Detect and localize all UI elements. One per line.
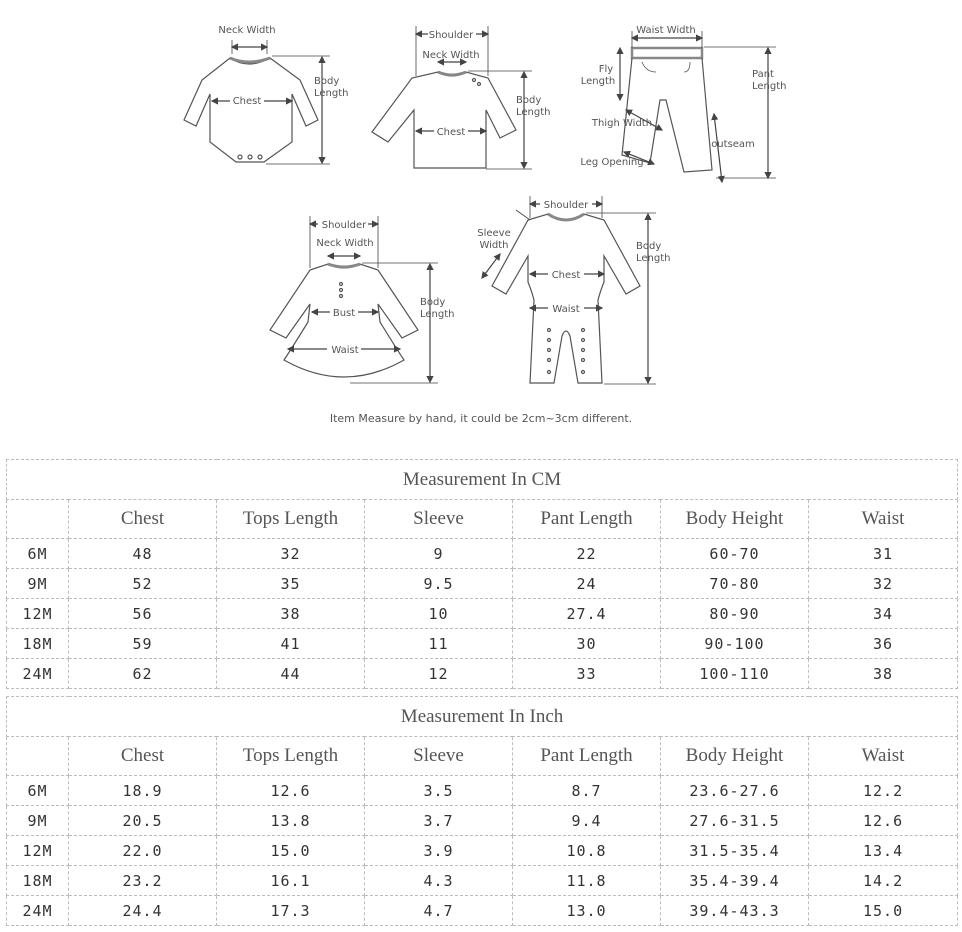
- dress-neck-width-label: Neck Width: [316, 238, 374, 249]
- table-cell: 9: [365, 539, 513, 569]
- pants-outseam-label: outseam: [711, 139, 755, 150]
- romper-sleeve-width-label-2: Width: [479, 240, 509, 251]
- table-cell: 12.6: [809, 806, 958, 836]
- table-cell: 62: [69, 659, 217, 689]
- table-cell: 3.9: [365, 836, 513, 866]
- table-cell: 10.8: [513, 836, 661, 866]
- column-header: Sleeve: [365, 500, 513, 539]
- table-cell: 48: [69, 539, 217, 569]
- table-cell: 12.6: [217, 776, 365, 806]
- romper-body-length-label-1: Body: [636, 241, 662, 252]
- table-cell: 34: [809, 599, 958, 629]
- table-cell: 80-90: [661, 599, 809, 629]
- column-header: [7, 737, 69, 776]
- table-cell: 24.4: [69, 896, 217, 926]
- pants-pant-length-label-2: Length: [752, 81, 787, 92]
- table-cell: 11.8: [513, 866, 661, 896]
- column-header: Tops Length: [217, 500, 365, 539]
- table-cell: 38: [217, 599, 365, 629]
- column-header: Body Height: [661, 500, 809, 539]
- table-title-cm: Measurement In CM: [7, 460, 958, 500]
- table-cell: 13.8: [217, 806, 365, 836]
- top-body-length-label-1: Body: [516, 95, 542, 106]
- dress-body-length-label-1: Body: [420, 297, 446, 308]
- column-header: Pant Length: [513, 737, 661, 776]
- table-cell: 41: [217, 629, 365, 659]
- table-row: [7, 539, 958, 569]
- bodysuit-neck-width-label: Neck Width: [218, 25, 276, 36]
- column-header: Tops Length: [217, 737, 365, 776]
- column-header: Pant Length: [513, 500, 661, 539]
- table-row: [7, 806, 958, 836]
- table-cell: 15.0: [217, 836, 365, 866]
- romper-waist-label: Waist: [552, 304, 580, 315]
- table-cell: 27.6-31.5: [661, 806, 809, 836]
- size-cell: 9M: [7, 806, 69, 836]
- table-row: [7, 776, 958, 806]
- table-cell: 100-110: [661, 659, 809, 689]
- size-cell: 24M: [7, 659, 69, 689]
- table-cell: 22.0: [69, 836, 217, 866]
- pants-leg-opening-label: Leg Opening: [580, 157, 644, 168]
- dress-body-length-label-2: Length: [420, 309, 455, 320]
- table-cell: 35: [217, 569, 365, 599]
- measurement-diagrams: [0, 0, 962, 440]
- top-chest-label: Chest: [436, 127, 466, 138]
- table-row: [7, 629, 958, 659]
- size-cell: 6M: [7, 539, 69, 569]
- dress-shoulder-label: Shoulder: [321, 220, 367, 231]
- size-cell: 12M: [7, 599, 69, 629]
- dress-bust-label: Bust: [332, 308, 356, 319]
- table-cell: 44: [217, 659, 365, 689]
- table-cell: 4.3: [365, 866, 513, 896]
- table-cell: 16.1: [217, 866, 365, 896]
- romper-diagram: [482, 196, 656, 384]
- top-body-length-label-2: Length: [516, 107, 551, 118]
- table-cell: 33: [513, 659, 661, 689]
- table-title-inch: Measurement In Inch: [7, 697, 958, 737]
- size-cell: 9M: [7, 569, 69, 599]
- table-cell: 23.6-27.6: [661, 776, 809, 806]
- table-cell: 3.7: [365, 806, 513, 836]
- column-header: [7, 500, 69, 539]
- size-cell: 18M: [7, 866, 69, 896]
- table-cell: 38: [809, 659, 958, 689]
- size-cell: 6M: [7, 776, 69, 806]
- bodysuit-chest-label: Chest: [232, 96, 262, 107]
- romper-shoulder-label: Shoulder: [543, 200, 589, 211]
- column-header: Sleeve: [365, 737, 513, 776]
- pants-waist-width-label: Waist Width: [636, 25, 696, 36]
- table-cell: 12.2: [809, 776, 958, 806]
- table-cell: 90-100: [661, 629, 809, 659]
- table-cell: 22: [513, 539, 661, 569]
- column-header: Body Height: [661, 737, 809, 776]
- bodysuit-body-length-label-2: Length: [314, 88, 349, 99]
- table-cell: 18.9: [69, 776, 217, 806]
- table-row: [7, 866, 958, 896]
- table-cell: 23.2: [69, 866, 217, 896]
- table-cell: 35.4-39.4: [661, 866, 809, 896]
- table-cell: 24: [513, 569, 661, 599]
- table-cell: 9.4: [513, 806, 661, 836]
- size-table-cm: [6, 459, 958, 689]
- table-cell: 56: [69, 599, 217, 629]
- pants-fly-length-label-2: Length: [580, 76, 616, 87]
- column-header: Waist: [809, 500, 958, 539]
- table-cell: 31: [809, 539, 958, 569]
- dress-waist-label: Waist: [331, 345, 359, 356]
- table-cell: 14.2: [809, 866, 958, 896]
- measure-note: Item Measure by hand, it could be 2cm~3cm different.: [329, 412, 633, 425]
- table-cell: 59: [69, 629, 217, 659]
- size-cell: 18M: [7, 629, 69, 659]
- table-cell: 32: [217, 539, 365, 569]
- table-cell: 12: [365, 659, 513, 689]
- table-row: [7, 896, 958, 926]
- size-cell: 24M: [7, 896, 69, 926]
- table-cell: 11: [365, 629, 513, 659]
- top-shoulder-label: Shoulder: [428, 30, 474, 41]
- table-cell: 30: [513, 629, 661, 659]
- table-cell: 27.4: [513, 599, 661, 629]
- table-cell: 13.4: [809, 836, 958, 866]
- table-cell: 32: [809, 569, 958, 599]
- table-cell: 70-80: [661, 569, 809, 599]
- table-header-row: [7, 737, 958, 776]
- table-cell: 3.5: [365, 776, 513, 806]
- table-cell: 4.7: [365, 896, 513, 926]
- table-row: [7, 836, 958, 866]
- table-cell: 60-70: [661, 539, 809, 569]
- top-neck-width-label: Neck Width: [422, 50, 480, 61]
- table-row: [7, 569, 958, 599]
- pants-pant-length-label-1: Pant: [752, 69, 774, 80]
- table-row: [7, 599, 958, 629]
- romper-body-length-label-2: Length: [636, 253, 671, 264]
- table-cell: 15.0: [809, 896, 958, 926]
- size-cell: 12M: [7, 836, 69, 866]
- size-table-inch: [6, 696, 958, 926]
- table-cell: 36: [809, 629, 958, 659]
- table-cell: 52: [69, 569, 217, 599]
- table-cell: 10: [365, 599, 513, 629]
- romper-sleeve-width-label-1: Sleeve: [477, 228, 511, 239]
- top-diagram: [372, 26, 532, 169]
- table-cell: 8.7: [513, 776, 661, 806]
- column-header: Chest: [69, 737, 217, 776]
- table-cell: 9.5: [365, 569, 513, 599]
- table-cell: 17.3: [217, 896, 365, 926]
- column-header: Waist: [809, 737, 958, 776]
- table-header-row: [7, 500, 958, 539]
- table-cell: 39.4-43.3: [661, 896, 809, 926]
- table-cell: 31.5-35.4: [661, 836, 809, 866]
- bodysuit-body-length-label-1: Body: [314, 76, 340, 87]
- pants-fly-length-label-1: Fly: [598, 64, 614, 75]
- column-header: Chest: [69, 500, 217, 539]
- table-cell: 20.5: [69, 806, 217, 836]
- romper-chest-label: Chest: [551, 270, 581, 281]
- pants-thigh-width-label: Thigh Width: [591, 118, 653, 129]
- table-cell: 13.0: [513, 896, 661, 926]
- table-row: [7, 659, 958, 689]
